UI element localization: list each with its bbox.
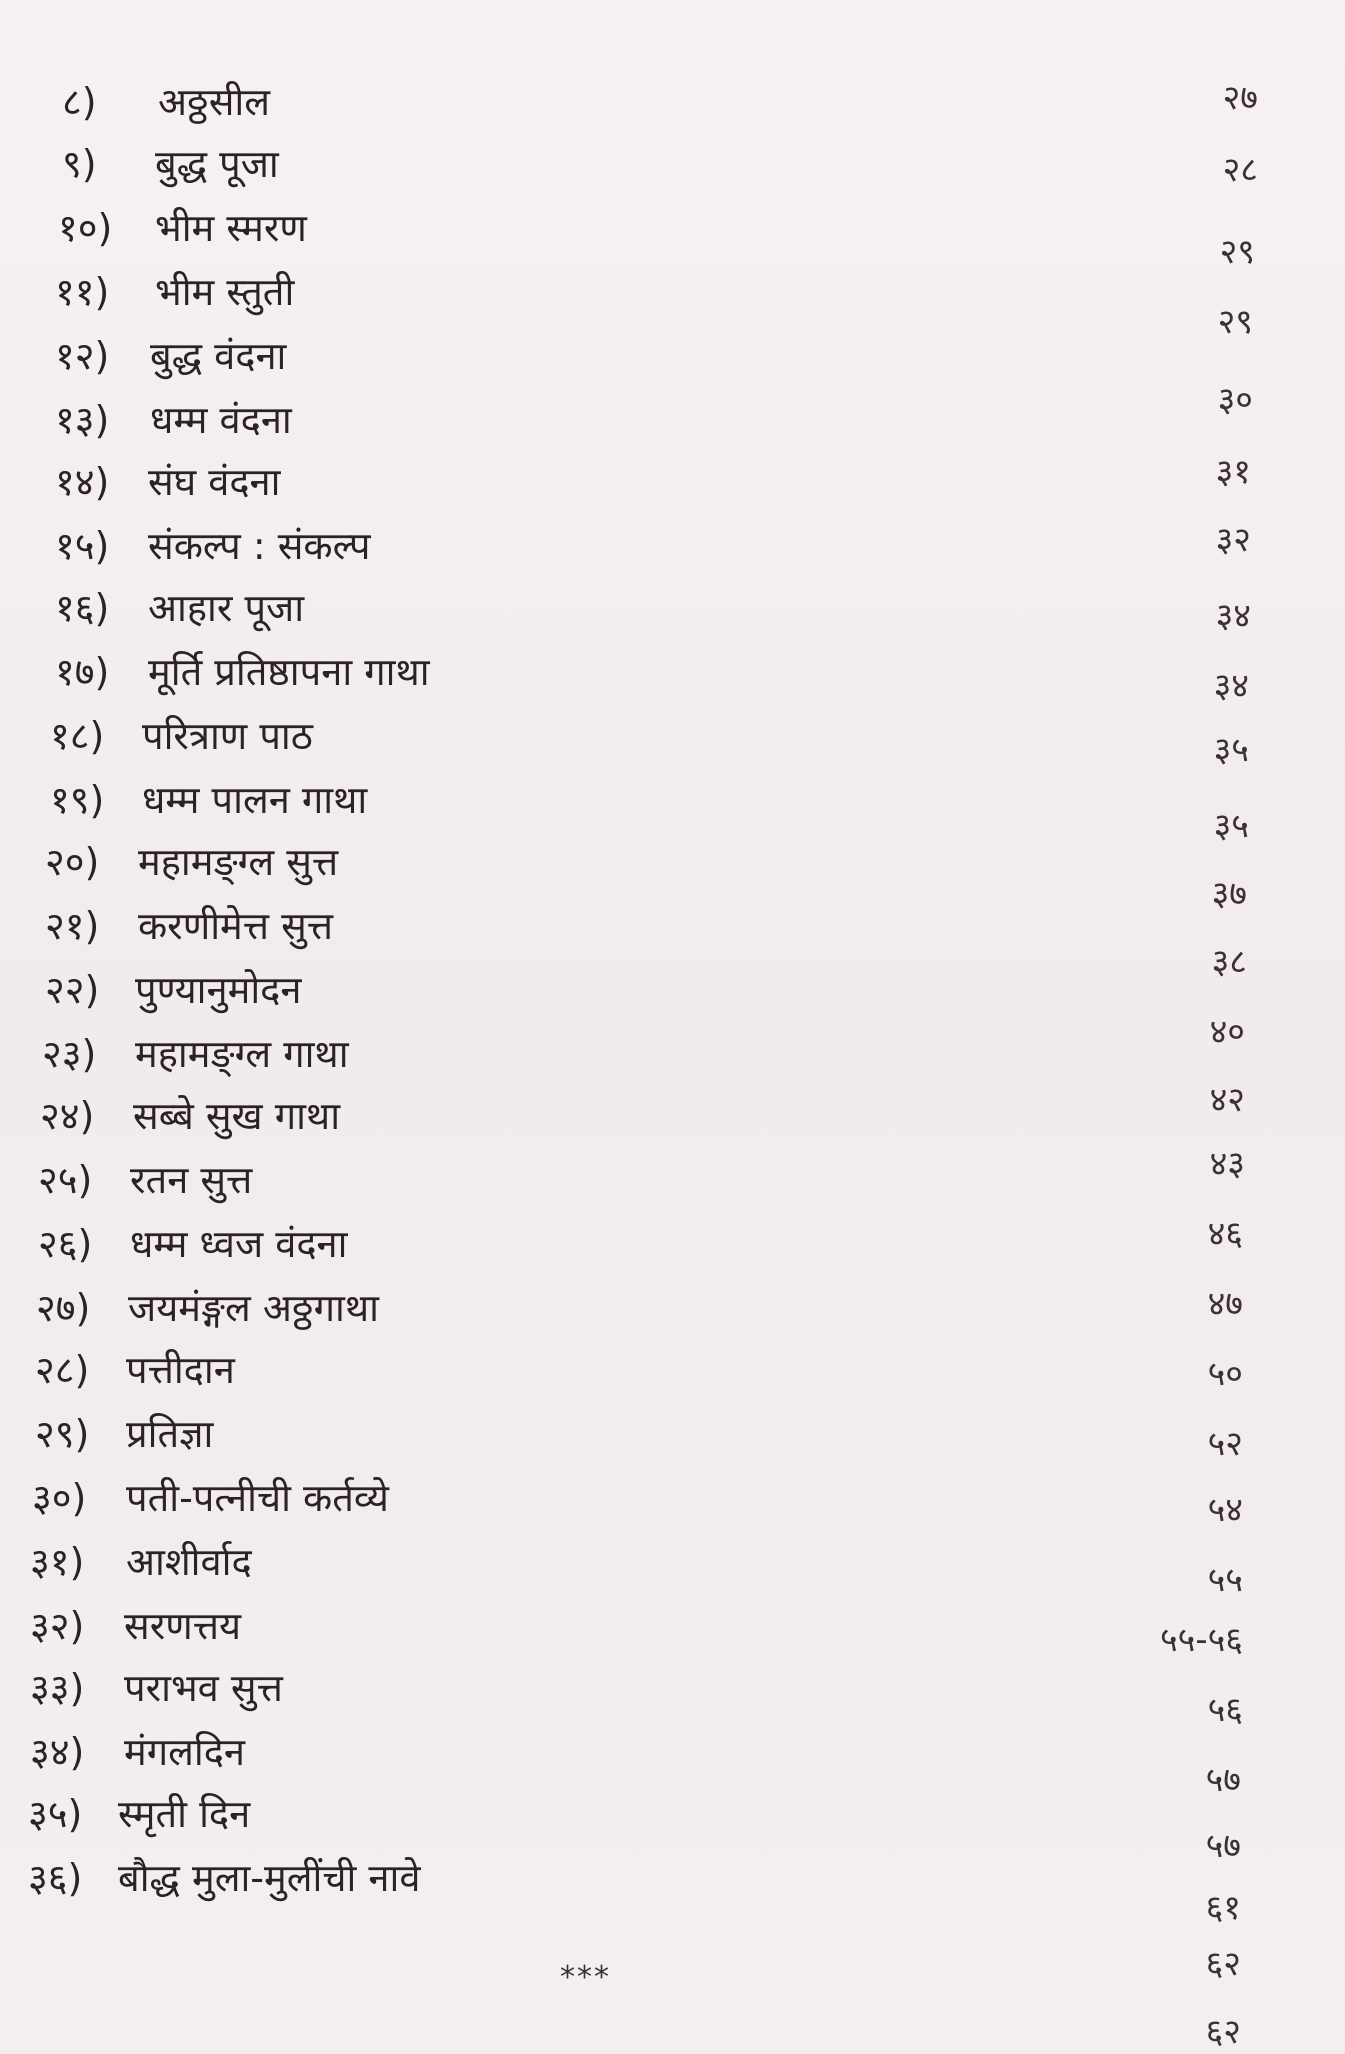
entry-page-number: २९ — [1217, 302, 1253, 342]
entry-page-number: ३५ — [1213, 730, 1249, 770]
entry-number: १७) — [55, 650, 110, 694]
entry-number: २८) — [35, 1348, 90, 1392]
entry-page-number: ६१ — [1205, 1888, 1241, 1928]
entry-number: २५) — [38, 1158, 93, 1202]
toc-entry — [0, 268, 1345, 342]
entry-title: संकल्प : संकल्प — [148, 524, 371, 568]
end-stars: *** — [560, 1960, 611, 1995]
entry-title: सब्बे सुख गाथा — [133, 1094, 341, 1138]
entry-page-number: ५५ — [1207, 1560, 1243, 1600]
entry-title: सरणत्तय — [124, 1604, 242, 1648]
entry-number: २२) — [45, 968, 100, 1012]
entry-title: अठ्ठसील — [158, 80, 271, 124]
entry-number: ८) — [62, 80, 97, 124]
entry-number: २३) — [42, 1032, 97, 1076]
entry-title: बौद्ध मुला-मुलींची नावे — [118, 1856, 421, 1900]
entry-page-number: ५४ — [1207, 1490, 1243, 1530]
entry-page-number: ३० — [1217, 380, 1253, 420]
entry-page-number: ६२ — [1205, 1944, 1241, 1984]
entry-title: मंगलदिन — [124, 1730, 245, 1774]
entry-title: करणीमेत्त सुत्त — [138, 904, 334, 948]
entry-number: २०) — [45, 840, 100, 884]
toc-entry — [0, 78, 1345, 138]
entry-title: संघ वंदना — [148, 460, 281, 504]
entry-page-number: ४० — [1209, 1012, 1245, 1052]
entry-number: ३१) — [30, 1540, 85, 1584]
entry-number: १८) — [50, 714, 105, 758]
entry-title: पती-पत्नीची कर्तव्ये — [126, 1476, 389, 1520]
entry-page-number: ५० — [1207, 1354, 1243, 1394]
entry-page-number: २७ — [1222, 78, 1258, 118]
entry-title: महामङ्ग्ल गाथा — [135, 1032, 349, 1076]
entry-page-number: ४३ — [1209, 1144, 1245, 1184]
toc-entry — [0, 140, 1345, 200]
entry-page-number: २९ — [1219, 232, 1255, 272]
entry-title: पुण्यानुमोदन — [135, 968, 302, 1012]
entry-title: धम्म वंदना — [150, 398, 292, 442]
entry-title: धम्म पालन गाथा — [142, 778, 368, 822]
entry-number: ३३) — [30, 1666, 85, 1710]
entry-title: बुद्ध पूजा — [155, 142, 279, 186]
entry-number: ९) — [62, 142, 97, 186]
entry-title: रतन सुत्त — [130, 1158, 253, 1202]
entry-number: १६) — [55, 586, 110, 630]
entry-number: ३५) — [28, 1792, 83, 1836]
entry-number: ३४) — [30, 1730, 85, 1774]
entry-page-number: ५५-५६ — [1160, 1620, 1243, 1660]
entry-page-number: ३५ — [1213, 806, 1249, 846]
entry-number: २९) — [35, 1412, 90, 1456]
entry-page-number: ५७ — [1205, 1826, 1241, 1866]
entry-title: पत्तीदान — [126, 1348, 235, 1392]
entry-number: ३२) — [30, 1604, 85, 1648]
entry-number: ३०) — [32, 1476, 87, 1520]
entry-page-number: २८ — [1222, 150, 1258, 190]
entry-title: भीम स्मरण — [155, 206, 307, 250]
entry-number: ११) — [55, 270, 110, 314]
entry-page-number: ३४ — [1213, 666, 1249, 706]
entry-page-number: ५२ — [1207, 1424, 1243, 1464]
entry-title: मूर्ति प्रतिष्ठापना गाथा — [148, 650, 430, 694]
entry-page-number: ३४ — [1215, 596, 1251, 636]
entry-number: २४) — [40, 1094, 95, 1138]
entry-number: २१) — [45, 904, 100, 948]
entry-title: आशीर्वाद — [126, 1540, 252, 1584]
entry-page-number: ३१ — [1215, 452, 1251, 492]
entry-title: स्मृती दिन — [118, 1792, 251, 1836]
entry-number: २७) — [36, 1286, 91, 1330]
entry-title: महामङ्ग्ल सुत्त — [138, 840, 339, 884]
entry-number: १०) — [58, 206, 113, 250]
entry-title: पराभव सुत्त — [124, 1666, 283, 1710]
entry-page-number: ३८ — [1211, 942, 1247, 982]
entry-title: बुद्ध वंदना — [150, 334, 287, 378]
toc-entry — [0, 1854, 1345, 2052]
entry-number: १२) — [55, 334, 110, 378]
entry-title: भीम स्तुती — [155, 270, 295, 314]
entry-page-number: ३७ — [1211, 874, 1247, 914]
entry-number: १५) — [55, 524, 110, 568]
entry-page-number: ६२ — [1205, 2012, 1241, 2052]
entry-title: धम्म ध्वज वंदना — [130, 1222, 348, 1266]
entry-number: १३) — [55, 398, 110, 442]
entry-page-number: ४२ — [1209, 1080, 1245, 1120]
toc-entry — [0, 204, 1345, 272]
entry-title: परित्राण पाठ — [142, 714, 313, 758]
entry-page-number: ४६ — [1207, 1214, 1243, 1254]
entry-number: १४) — [55, 460, 110, 504]
entry-title: जयमंङ्गल अठ्ठगाथा — [128, 1286, 379, 1330]
entry-title: आहार पूजा — [148, 586, 305, 630]
entry-page-number: ५६ — [1207, 1690, 1243, 1730]
entry-number: १९) — [50, 778, 105, 822]
entry-page-number: ३२ — [1215, 520, 1251, 560]
entry-number: ३६) — [28, 1856, 83, 1900]
entry-page-number: ४७ — [1207, 1284, 1243, 1324]
entry-number: २६) — [38, 1222, 93, 1266]
entry-title: प्रतिज्ञा — [126, 1412, 214, 1456]
entry-page-number: ५७ — [1205, 1760, 1241, 1800]
